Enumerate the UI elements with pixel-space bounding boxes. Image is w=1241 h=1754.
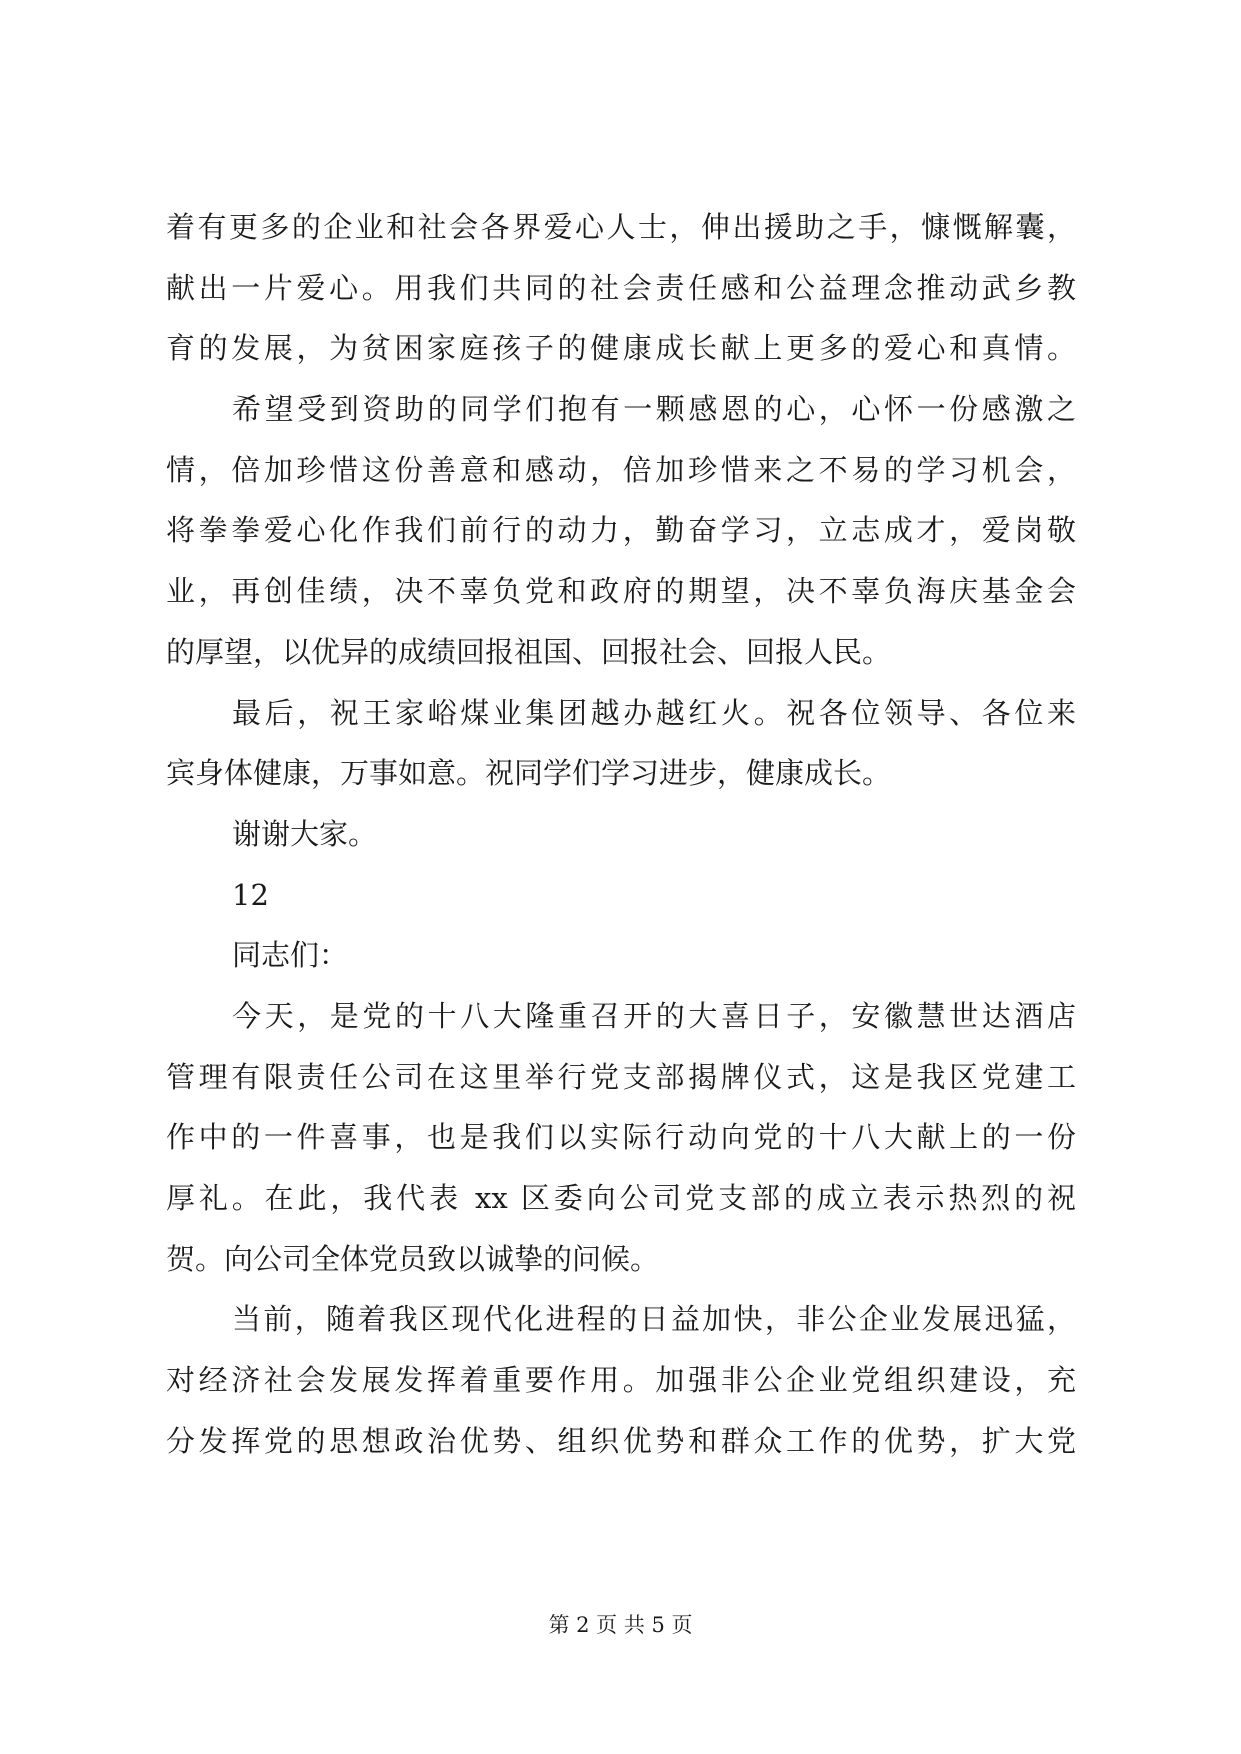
text-line: 业，再创佳绩，决不辜负党和政府的期望，决不辜负海庆基金会: [166, 574, 1076, 609]
text-line: 作中的一件喜事，也是我们以实际行动向党的十八大献上的一份: [166, 1120, 1076, 1155]
text-line: 希望受到资助的同学们抱有一颗感恩的心，心怀一份感激之: [232, 392, 1076, 427]
text-line: 今天，是党的十八大隆重召开的大喜日子，安徽慧世达酒店: [232, 998, 1076, 1033]
text-line: 12: [232, 877, 269, 912]
text-line: 宾身体健康，万事如意。祝同学们学习进步，健康成长。: [166, 756, 892, 791]
text-line: 谢谢大家。: [232, 816, 378, 851]
text-line: 对经济社会发展发挥着重要作用。加强非公企业党组织建设，充: [166, 1363, 1076, 1398]
text-line: 育的发展，为贫困家庭孩子的健康成长献上更多的爱心和真情。: [166, 331, 1076, 366]
text-line: 的厚望，以优异的成绩回报祖国、回报社会、回报人民。: [166, 634, 892, 669]
text-line: 分发挥党的思想政治优势、组织优势和群众工作的优势，扩大党: [166, 1423, 1076, 1458]
text-line: 当前，随着我区现代化进程的日益加快，非公企业发展迅猛，: [232, 1302, 1076, 1337]
text-line: 贺。向公司全体党员致以诚挚的问候。: [166, 1241, 660, 1276]
text-line: 最后，祝王家峪煤业集团越办越红火。祝各位领导、各位来: [232, 695, 1076, 730]
text-line: 献出一片爱心。用我们共同的社会责任感和公益理念推动武乡教: [166, 270, 1076, 305]
text-line: 将拳拳爱心化作我们前行的动力，勤奋学习，立志成才，爱岗敬: [166, 513, 1076, 548]
text-line: 厚礼。在此，我代表 xx 区委向公司党支部的成立表示热烈的祝: [166, 1181, 1076, 1215]
text-line: 情，倍加珍惜这份善意和感动，倍加珍惜来之不易的学习机会，: [166, 452, 1076, 487]
text-line: 着有更多的企业和社会各界爱心人士，伸出援助之手，慷慨解囊，: [166, 210, 1076, 244]
text-line: 同志们：: [232, 938, 349, 973]
document-body: [166, 197, 1076, 1471]
page-footer: 第 2 页 共 5 页: [548, 1613, 693, 1637]
text-line: 管理有限责任公司在这里举行党支部揭牌仪式，这是我区党建工: [166, 1059, 1076, 1094]
